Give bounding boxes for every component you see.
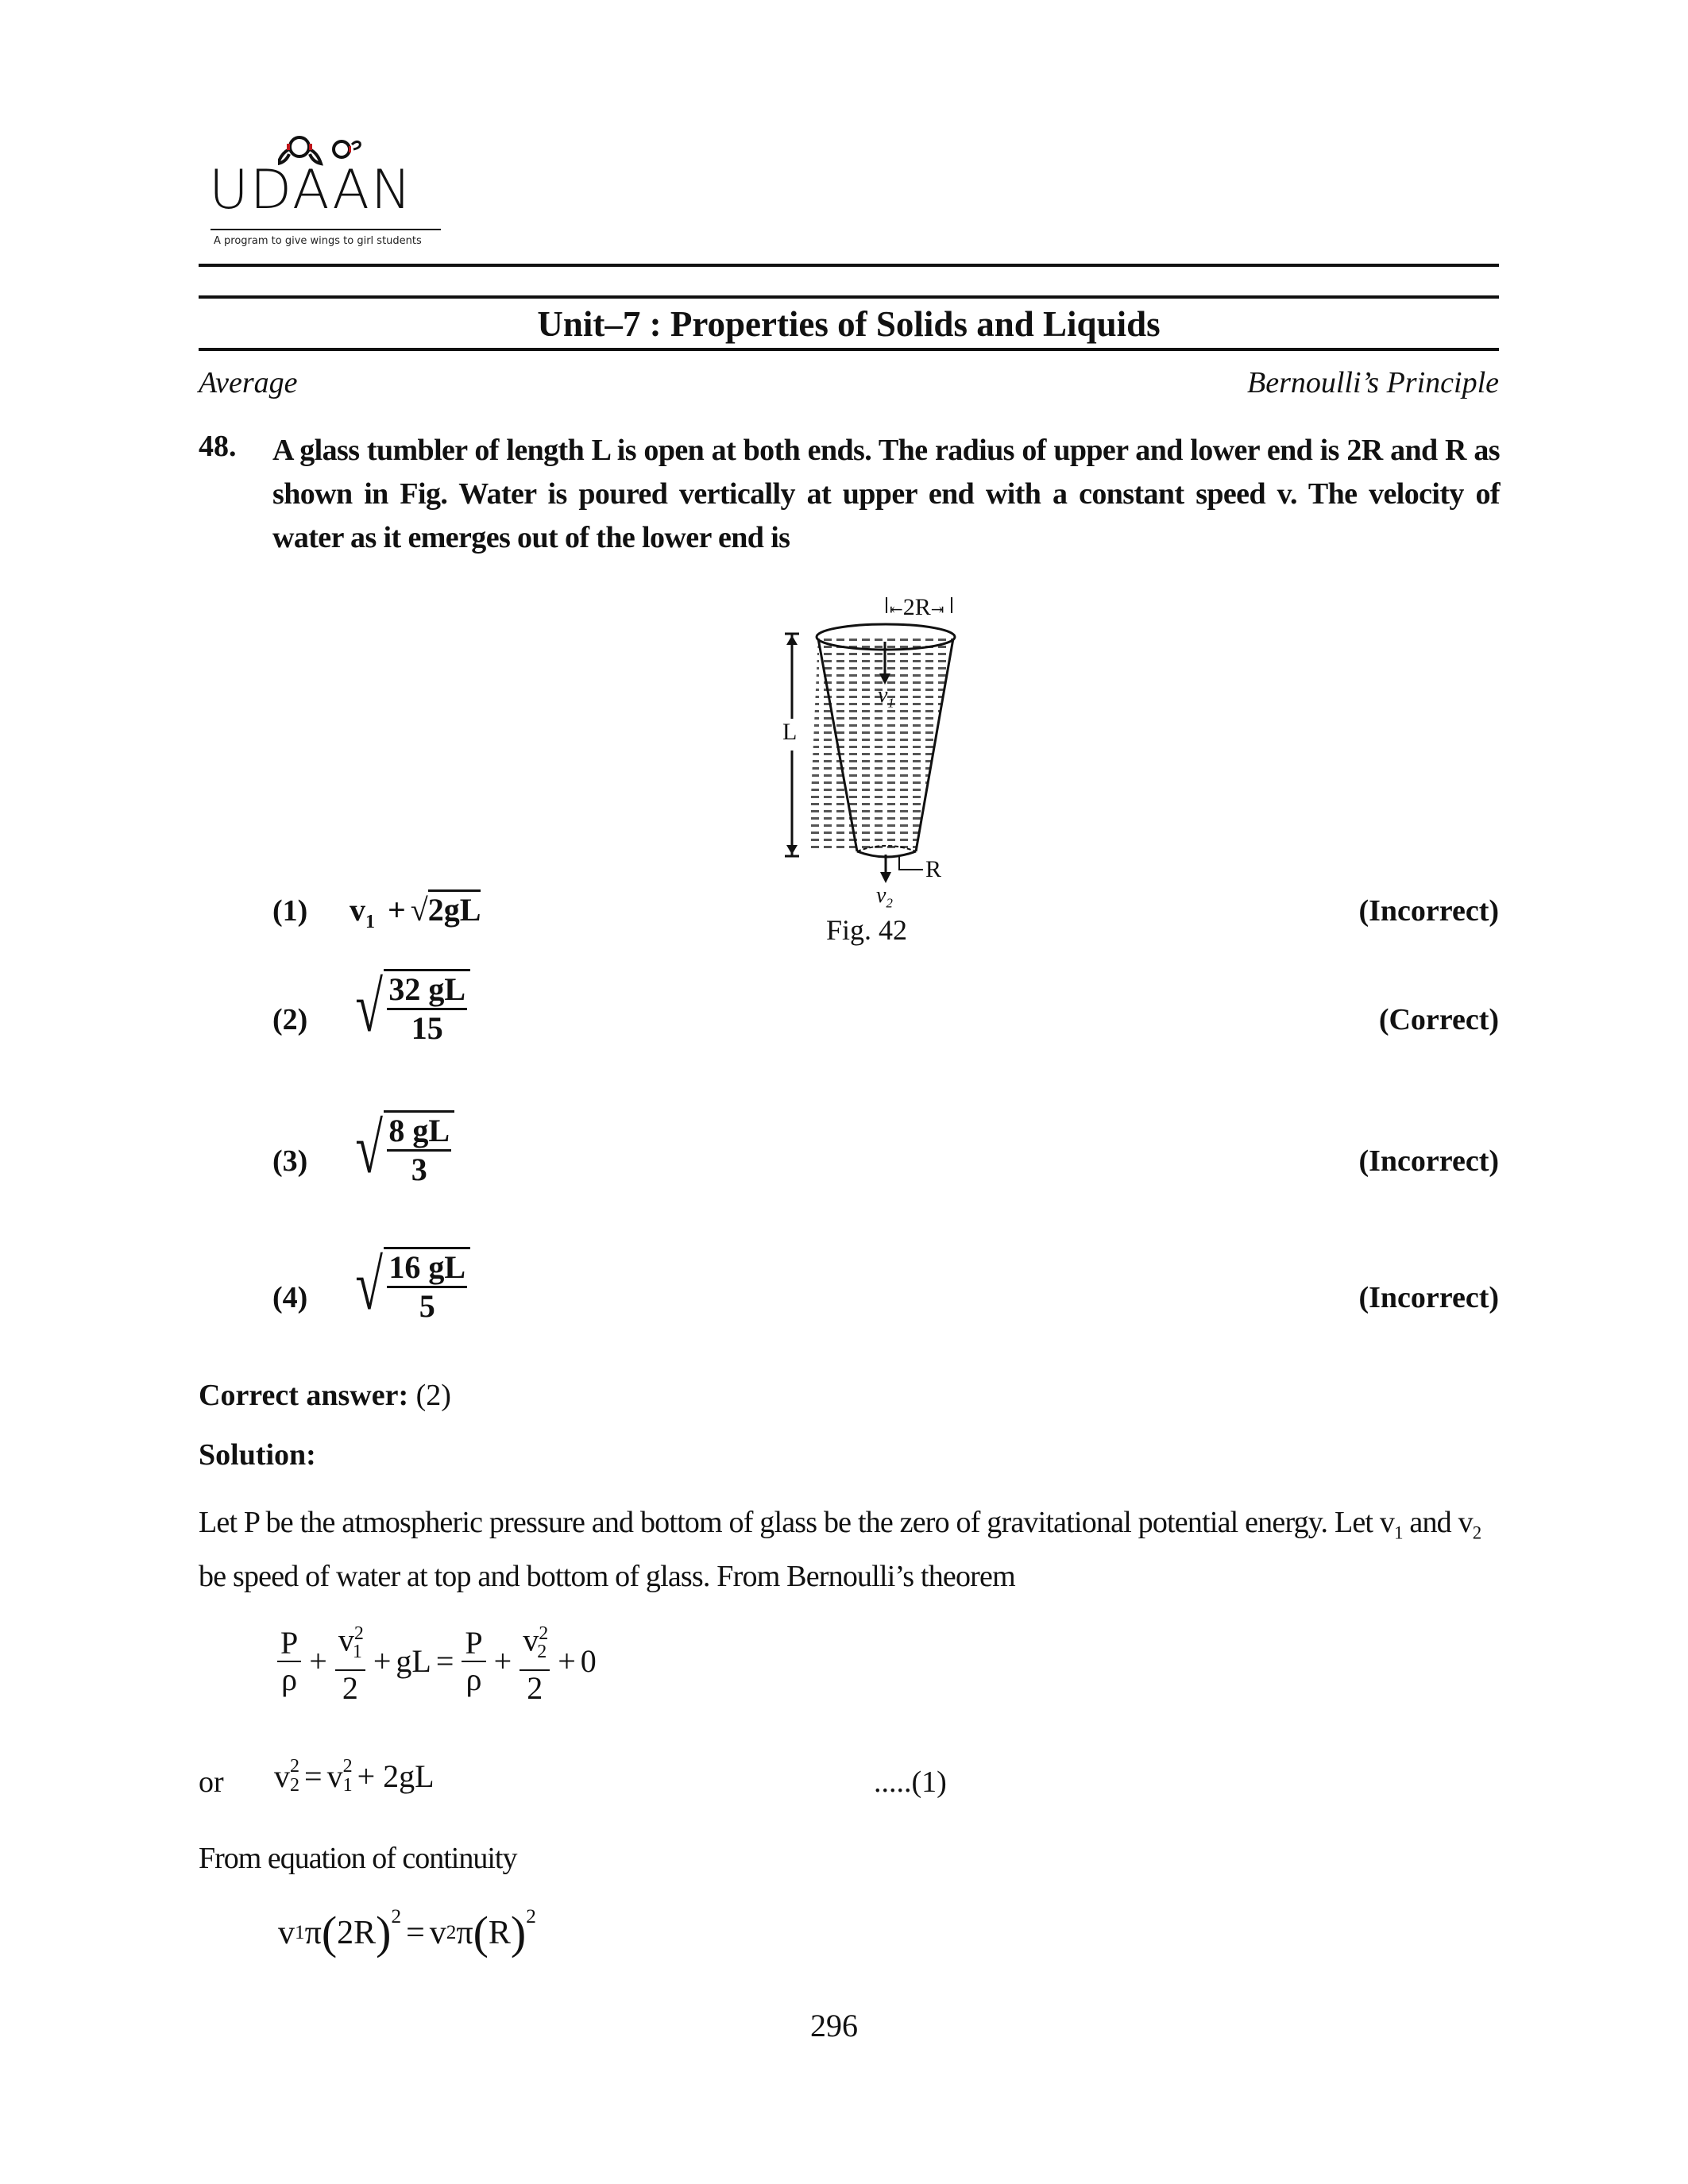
continuity-text: From equation of continuity xyxy=(199,1842,517,1875)
option-3-number: (3) xyxy=(272,1144,308,1178)
option-4-status: (Incorrect) xyxy=(1358,1281,1499,1314)
unit-title: Unit–7 : Properties of Solids and Liquids xyxy=(537,304,1161,344)
correct-answer: Correct answer: (2) xyxy=(199,1379,451,1412)
equation-1-tag: .....(1) xyxy=(874,1765,947,1799)
figure-caption: Fig. 42 xyxy=(826,914,908,946)
option-3-expression: √ $\frac{8 gL}{3}$ xyxy=(350,1110,454,1188)
label-L: L xyxy=(782,719,798,745)
difficulty-label: Average xyxy=(199,366,298,399)
option-2-expression: √ $\frac{32 gL}{15}$ xyxy=(350,969,470,1047)
solution-heading: Solution: xyxy=(199,1438,316,1472)
tumbler-figure xyxy=(747,572,969,911)
option-2-number: (2) xyxy=(272,1003,308,1036)
solution-paragraph: Let P be the atmospheric pressure and bottom of glass be the zero of gravitational potential energy. Let $v_1$ and $v_2$ be speed of water at top and bottom of glass. From Bernoulli’s theorem xyxy=(199,1506,1481,1593)
label-v1: $v_1$ xyxy=(878,683,894,711)
topic-label: Bernoulli’s Principle xyxy=(1247,366,1499,399)
header-rule-title-bottom xyxy=(199,348,1499,351)
option-3-status: (Incorrect) xyxy=(1358,1144,1499,1178)
logo-wordmark: UDAAN xyxy=(209,159,413,222)
bernoulli-equation: P ρ + $\frac{v^2_1}{2}$ + gL = $\frac{P}{\rho}$ + $\frac{v^2_2}{2}$ + 0 xyxy=(274,1616,597,1706)
page-number: 296 xyxy=(810,2008,858,2043)
logo-divider xyxy=(211,229,441,230)
label-v2: $v_2$ xyxy=(876,883,893,911)
question-number: 48. xyxy=(199,430,237,463)
header-rule-top xyxy=(199,264,1499,267)
option-4-expression: √ $\frac{16 gL}{5}$ xyxy=(350,1247,470,1325)
option-1-expression: $v_1 + √2gL$ xyxy=(350,891,481,933)
option-1-status: (Incorrect) xyxy=(1358,894,1499,928)
option-1-number: (1) xyxy=(272,894,308,928)
label-R: R xyxy=(925,856,942,882)
udaan-logo xyxy=(203,133,441,253)
option-4-number: (4) xyxy=(272,1281,308,1314)
label-2R: ⇤2R⇥ xyxy=(890,594,944,620)
continuity-equation: v 1 π ( 2R ) $^2$ = v 2 π ( R ) $^2$ xyxy=(278,1906,536,1958)
option-2-status: (Correct) xyxy=(1378,1003,1499,1036)
equation-1: v 2 2 = v 2 1 + 2gL xyxy=(274,1756,435,1796)
logo-tagline: A program to give wings to girl students xyxy=(214,235,422,247)
header-rule-title-top xyxy=(199,295,1499,299)
or-label: or xyxy=(199,1765,224,1799)
question-text: A glass tumbler of length L is open at both ends. The radius of upper and lower end is 2R and R as shown in Fig. Water is poured vertically at upper end with a constant speed v. The velocity of water as it emerges out of the lower end is xyxy=(272,434,1500,554)
